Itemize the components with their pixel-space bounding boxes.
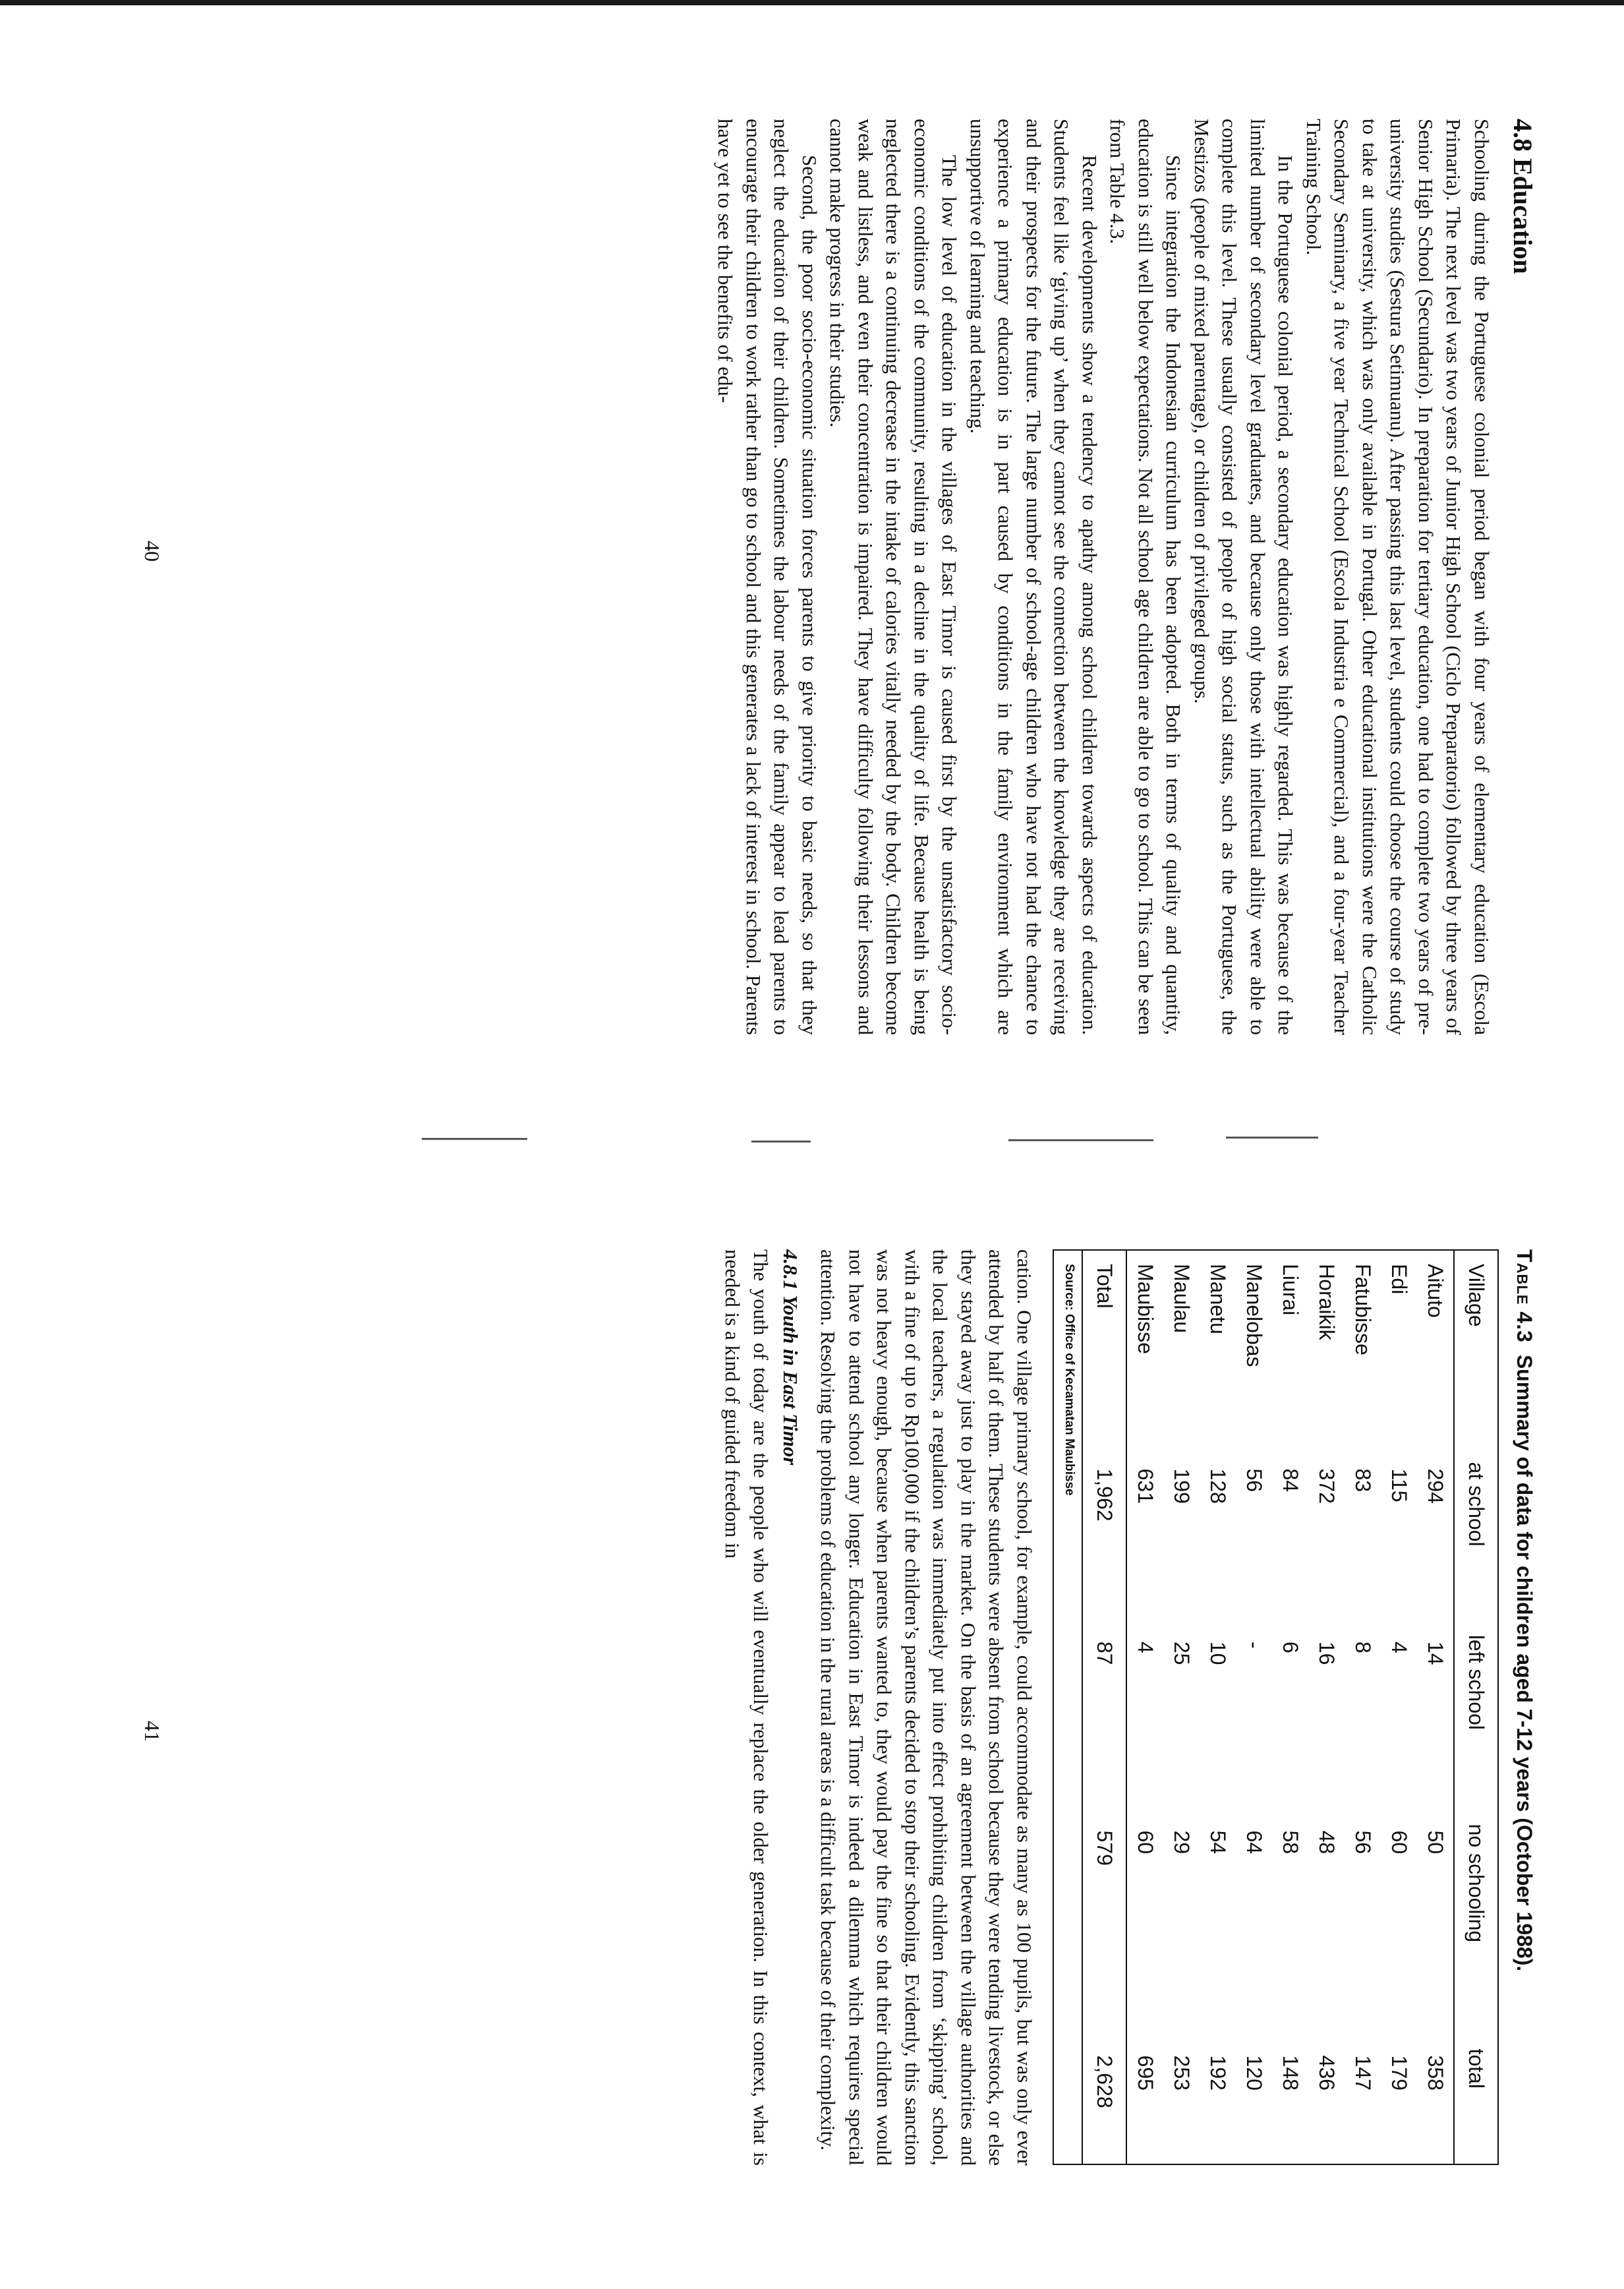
table-cell: 6 — [1279, 1641, 1302, 1653]
paragraph: Since integration the Indonesian curriculum has been adopted. Both in terms of quality and quantity, education is still well below expectations. Not all school age children are able to go to school. This can be seen from Table 4.3. — [1106, 119, 1186, 1035]
table-cell: 115 — [1387, 1468, 1411, 1502]
table-cell: 1,962 — [1083, 1442, 1126, 1615]
table-title: Summary of data for children aged 7-12 years (October 1988). — [1513, 1354, 1536, 1972]
table-cell: Total — [1083, 1251, 1126, 1442]
table-cell: 148 — [1279, 2055, 1302, 2091]
table-cell: Manelobas — [1242, 1264, 1266, 1367]
table-source-note: Source: Office of Kecamatan Maubisse — [1054, 1251, 1083, 2164]
table-cell: Maubisse — [1134, 1264, 1157, 1354]
table-cell: 253 — [1170, 2055, 1194, 2091]
table-cell: 128 — [1206, 1468, 1230, 1504]
table-cell: 25 — [1170, 1641, 1194, 1665]
table-cell: 87 — [1083, 1615, 1126, 1804]
table-cell: Horaikik — [1315, 1264, 1339, 1340]
table-cell: 695 — [1134, 2055, 1157, 2091]
table-cell: 60 — [1134, 1830, 1157, 1855]
table-cell: 16 — [1315, 1641, 1339, 1665]
page-number: 41 — [140, 1721, 164, 1742]
table-cell: 4 — [1387, 1641, 1411, 1653]
table-cell: 579 — [1083, 1804, 1126, 2029]
table-cell: 29 — [1170, 1830, 1194, 1855]
table-cell: Liurai — [1279, 1264, 1302, 1316]
table-cell: 179 — [1387, 2055, 1411, 2091]
table-cell: Manetu — [1206, 1264, 1230, 1334]
table-cell: 8 — [1351, 1641, 1375, 1653]
paragraph: cation. One village primary school, for example, could accommodate as many as 100 pupils, but was only ever attended by half of them. These students were absent from school because they were tending livestock, or else they stayed away just to play in the market. On the basis of an agreement between the village authorities and the local teachers, a regulation was immediately put into effect prohibiting children from ‘skipping’ school, with a fine of up to Rp100,000 if the children’s parents decided to stop their schooling. Evidently, this sanction was not heavy enough, because when parents wanted to, they would pay the fine so that their children would not have to attend school any longer. Education in East Timor is indeed a dilemma which requires special attention. Resolving the problems of education in the rural areas is a difficult task because of their complexity. — [817, 1249, 1036, 2166]
column-header: total — [1454, 2029, 1497, 2164]
column-header: no schooling — [1454, 1804, 1497, 2029]
table-label: Table 4.3 — [1513, 1249, 1536, 1343]
paragraph: The youth of today are the people who will eventually replace the older generation. In this context, what is needed is a kind of guided freedom in — [721, 1249, 772, 2166]
page-number: 40 — [140, 541, 164, 562]
page-40 — [711, 119, 1538, 1035]
table-cell: 50 — [1424, 1830, 1447, 1855]
paragraph: The low level of education in the villages of East Timor is caused first by the unsatisfactory socio-economic conditions of the community, resulting in a decline in the quality of life. Because health is being neglected there is a continuing decrease in the intake of calories vitally needed by the body. Children become weak and listless, and even their concentration is impaired. They have difficulty following their lessons and cannot make progress in their studies. — [826, 119, 962, 1035]
table-cell: 358 — [1424, 2055, 1447, 2091]
table-cell: 10 — [1206, 1641, 1230, 1665]
table-cell: 48 — [1315, 1830, 1339, 1855]
column-header: left school — [1454, 1615, 1497, 1804]
data-table — [1083, 1251, 1497, 2164]
column-header: Village — [1454, 1251, 1497, 1442]
table-row — [1126, 1251, 1163, 2164]
paragraph: Schooling during the Portuguese colonial period began with four years of elementary education (Escola Primaria). The next level was two years of Junior High School (Ciclo Preparatorio) followed by three years of Senior High School (Secundario). In preparation for tertiary education, one had to complete two years of pre-university studies (Sestura Setimuanu). After passing this last level, students could choose the course of study to take at university, which was only available in Portugal. Other educational institutions were the Catholic Secondary Seminary, a five year Technical School (Escola Industria e Commercial), and a four-year Teacher Training School. — [1302, 119, 1494, 1035]
table-row — [1417, 1251, 1454, 2164]
table-cell: Edi — [1387, 1264, 1411, 1295]
table-row — [1200, 1251, 1236, 2164]
table-cell: 199 — [1170, 1468, 1194, 1504]
paragraph: Recent developments show a tendency to apathy among school children towards aspects of education. Students feel like ‘giving up’ when they cannot see the connection between the knowledge they are receiving and their prospects for the future. The large number of school-age children who have not had the chance to experience a primary education is in part caused by conditions in the family environment which are unsupportive of learning and teaching. — [966, 119, 1101, 1035]
table-cell: 56 — [1351, 1830, 1375, 1855]
table-cell: 56 — [1242, 1468, 1266, 1493]
table-cell: 192 — [1206, 2055, 1230, 2091]
table-row — [1381, 1251, 1417, 2164]
table-cell: 147 — [1351, 2055, 1375, 2091]
table-cell: 54 — [1206, 1830, 1230, 1855]
table-cell: 84 — [1279, 1468, 1302, 1493]
table-row — [1163, 1251, 1200, 2164]
table-cell: 436 — [1315, 2055, 1339, 2091]
table-cell: 14 — [1424, 1641, 1447, 1665]
table-row — [1345, 1251, 1381, 2164]
table-cell: 2,628 — [1083, 2029, 1126, 2164]
data-table-box — [1053, 1249, 1499, 2165]
paragraph: In the Portuguese colonial period, a secondary education was highly regarded. This was because of the limited number of secondary level graduates, and because only those with intellectual ability were able to complete this level. These usually consisted of people of high social status, such as the Portuguese, the Mestizos (people of mixed parentage), or children of privileged groups. — [1190, 119, 1298, 1035]
subsection-heading: 4.8.1 Youth in East Timor — [779, 1249, 802, 1466]
table-cell: 294 — [1424, 1468, 1447, 1504]
table-cell: 64 — [1242, 1830, 1266, 1855]
column-header: at school — [1454, 1442, 1497, 1615]
table-cell: 58 — [1279, 1830, 1302, 1855]
table-row — [1272, 1251, 1308, 2164]
table-cell: Aituto — [1424, 1264, 1447, 1318]
table-cell: 60 — [1387, 1830, 1411, 1855]
table-total-row — [1083, 1251, 1126, 2164]
table-caption — [1511, 1249, 1538, 2166]
table-cell: 120 — [1242, 2055, 1266, 2091]
table-cell: 83 — [1351, 1468, 1375, 1493]
table-row — [1236, 1251, 1272, 2164]
table-cell: Fatubisse — [1351, 1264, 1375, 1355]
page-41 — [718, 1249, 1538, 2166]
section-heading: 4.8 Education — [1508, 119, 1538, 274]
table-cell: Maulau — [1170, 1264, 1194, 1333]
paragraph: Second, the poor socio-economic situation forces parents to give priority to basic needs, so that they neglect the education of their children. Sometimes the labour needs of the family appear to lead parents to encourage their children to work rather than go to school and this generates a lack of interest in school. Parents have yet to see the benefits of edu- — [714, 119, 821, 1035]
table-cell: - — [1242, 1641, 1266, 1649]
table-row — [1308, 1251, 1345, 2164]
table-cell: 631 — [1134, 1468, 1157, 1504]
table-header-row — [1454, 1251, 1497, 2164]
table-cell: 4 — [1134, 1641, 1157, 1653]
table-cell: 372 — [1315, 1468, 1339, 1504]
